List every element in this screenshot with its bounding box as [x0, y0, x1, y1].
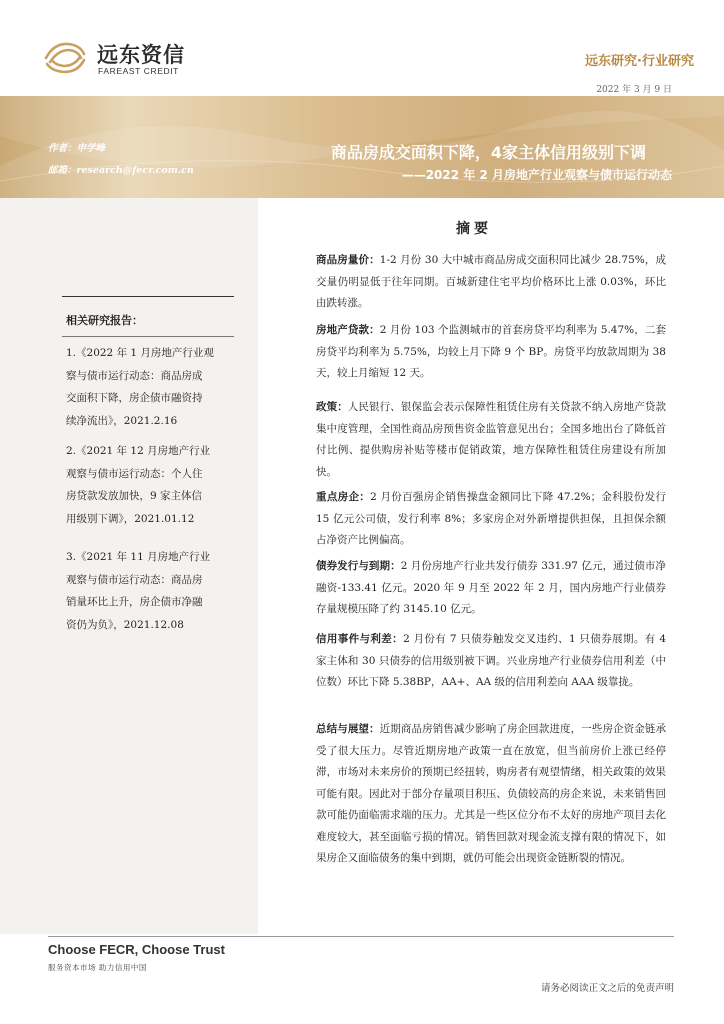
related-report-line: 销量环比上升，房企债市净融 [66, 596, 203, 608]
report-title: 商品房成交面积下降，4家主体信用级别下调 [330, 143, 646, 162]
paragraph-label: 重点房企： [316, 491, 371, 503]
company-logo [40, 38, 200, 78]
paragraph-text: 2 月份有 7 只债券触发交叉违约、1 只债券展期。有 4 家主体和 30 只债券的信用级别被下调。兴业房地产行业债券信用利差（中位数）环比下降 5.38BP，AA+、AA 级的信用利差向 AAA 级靠拢。 [316, 633, 667, 688]
abstract-paragraph [316, 320, 666, 385]
sidebar-top-rule [62, 296, 234, 297]
email-line: 邮箱：research@fecr.com.cn [48, 165, 194, 176]
paragraph-label: 总结与展望： [316, 723, 380, 735]
paragraph-text: 2 月份 103 个监测城市的首套房贷平均利率为 5.47%，二套房贷平均利率为 5.75%，均较上月下降 9 个 BP。房贷平均放款周期为 38 天，较上月缩短 12 天。 [316, 324, 666, 379]
abstract-paragraph [316, 556, 666, 621]
author-line: 作者：申学峰 [48, 143, 106, 154]
report-subtitle: ——2022 年 2 月房地产行业观察与债市运行动态 [401, 168, 672, 182]
footer-slogan: Choose FECR, Choose Trust [48, 942, 225, 957]
related-report-line: 交面积下降，房企债市融资持 [66, 392, 203, 404]
related-report-line: 察与债市运行动态：商品房成 [66, 369, 203, 382]
related-report-line: 3.《2021 年 11 月房地产行业 [66, 551, 211, 563]
related-report-1[interactable] [66, 342, 246, 432]
paragraph-text: 1-2 月份 30 大中城市商品房成交面积同比减少 28.75%，成交量仍明显低于往年同期。百城新建住宅平均价格环比上涨 0.03%，环比由跌转涨。 [316, 254, 667, 309]
related-reports-title: 相关研究报告： [66, 314, 143, 327]
related-report-line: 用级别下调》，2021.01.12 [66, 512, 195, 525]
related-report-line: 续净流出》，2021.2.16 [66, 414, 178, 427]
abstract-paragraph [316, 250, 666, 315]
paragraph-label: 债券发行与到期： [316, 560, 401, 572]
abstract-paragraph [316, 487, 666, 552]
paragraph-label: 政策： [316, 401, 348, 413]
paragraph-label: 商品房量价： [316, 254, 380, 266]
company-name-en: FAREAST CREDIT [98, 66, 179, 76]
related-report-line: 资仍为负》，2021.12.08 [66, 618, 184, 631]
paragraph-text: 近期商品房销售减少影响了房企回款进度，一些房企资金链承受了很大压力。尽管近期房地产政策一直在放宽，但当前房价上涨已经停滞，市场对未来房价的预期已经扭转，购房者有观望情绪，相关政策的效果可能有限。因此对于部分存量项目积压、负债较高的房企来说，未来销售回款可能仍面临需求端的压力。尤其是一些区位分布不太好的房地产项目去化难度较大，甚至面临亏损的情况。销售回款对现金流支撑有限的情况下，如果房企又面临债务的集中到期，就仍可能会出现资金链断裂的情况。 [316, 723, 666, 864]
related-reports-divider [62, 336, 234, 337]
report-date: 2022 年 3 月 9 日 [596, 85, 672, 95]
report-series: 远东研究·行业研究 [585, 54, 694, 69]
abstract-paragraph [316, 629, 666, 694]
disclaimer-note[interactable]: 请务必阅读正文之后的免责声明 [540, 983, 674, 994]
abstract-paragraph [316, 397, 666, 483]
paragraph-text: 2 月份房地产行业共发行债券 331.97 亿元，通过债市净融资-133.41 亿元。2020 年 9 月至 2022 年 2 月，国内房地产行业债券存量规模压降了约 3145.10 亿元。 [316, 560, 666, 615]
related-report-line: 1.《2022 年 1 月房地产行业观 [66, 347, 214, 359]
paragraph-label: 房地产贷款： [316, 324, 380, 336]
footer-slogan-sub: 服务资本市场 助力信用中国 [48, 963, 147, 972]
abstract-heading: 摘要 [456, 221, 492, 237]
company-name-cn: 远东资信 [97, 43, 185, 67]
footer-rule [48, 936, 674, 937]
related-report-3[interactable] [66, 546, 246, 636]
related-report-line: 观察与债市运行动态：商品房 [66, 573, 203, 586]
logo-mark-icon [40, 38, 90, 78]
related-report-2[interactable] [66, 440, 246, 530]
related-report-line: 房贷款发放加快，9 家主体信 [66, 490, 203, 502]
paragraph-label: 信用事件与利差： [316, 633, 404, 645]
paragraph-text: 2 月份百强房企销售操盘金额同比下降 47.2%；金科股份发行 15 亿元公司债，发行利率 8%；多家房企对外新增提供担保，且担保余额占净资产比例偏高。 [316, 491, 667, 546]
paragraph-text: 人民银行、银保监会表示保障性租赁住房有关贷款不纳入房地产贷款集中度管理，全国性商品房预售资金监管意见出台；全国多地出台了降低首付比例、提供购房补贴等楼市促销政策，地方保障性租赁住房建设有所加快。 [316, 401, 666, 478]
title-banner [0, 96, 724, 198]
abstract-paragraph [316, 719, 666, 870]
related-report-line: 2.《2021 年 12 月房地产行业 [66, 445, 211, 457]
related-report-line: 观察与债市运行动态：个人住 [66, 467, 203, 480]
